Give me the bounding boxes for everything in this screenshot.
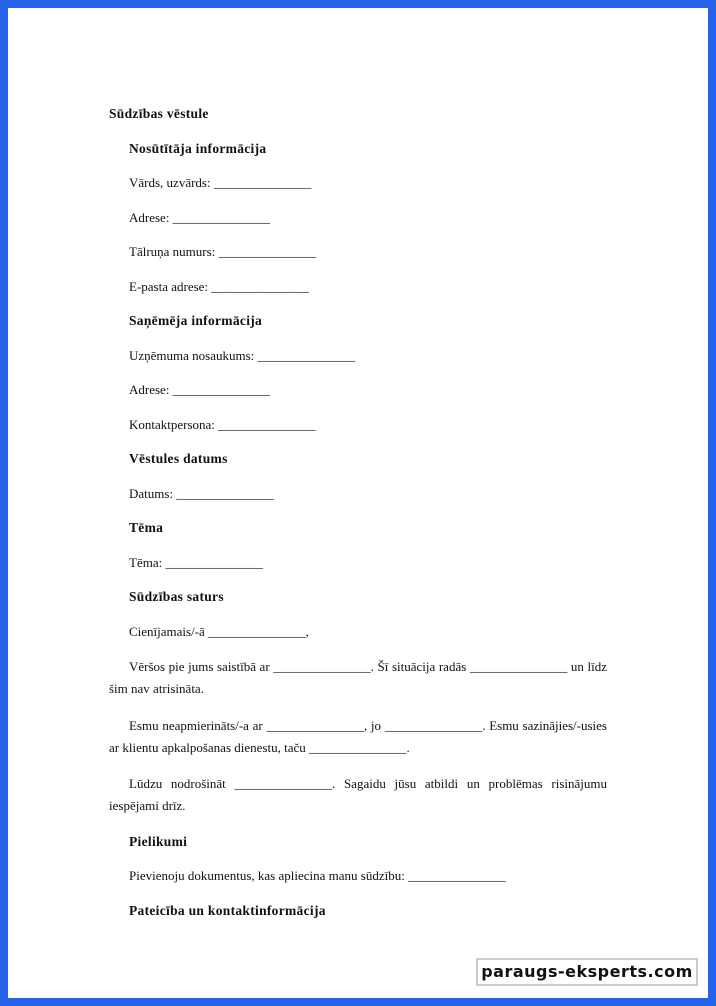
field-phone: Tālruņa numurs: _______________ [129, 244, 317, 259]
field-name: Vārds, uzvārds: _______________ [129, 175, 312, 190]
document-page [8, 8, 708, 998]
paragraph-2: Esmu neapmierināts/-a ar _______________, jo _______________. Esmu sazinājies/-usies ar klientu apkalpošanas dienestu, taču _______________. [109, 717, 607, 755]
section-heading-date: Vēstules datums [129, 451, 228, 466]
field-date: Datums: _______________ [129, 485, 274, 501]
field-email: E-pasta adrese: _______________ [129, 278, 309, 294]
field-subject: Tēma: _______________ [129, 554, 263, 570]
section-heading-recipient: Saņēmēja informācija [129, 313, 263, 328]
field-salutation: Cienījamais/-ā _______________, [129, 623, 309, 639]
field-attachments: Pievienoju dokumentus, kas apliecina manu sūdzību: _______________ [129, 868, 506, 883]
section-heading-attachments: Pielikumi [129, 833, 188, 849]
paragraph-3: Lūdzu nodrošināt _______________. Sagaidu jūsu atbildi un problēmas risinājumu iespējami drīz. [109, 776, 607, 813]
field-contact-person: Kontaktpersona: _______________ [129, 416, 316, 432]
document-title: Sūdzības vēstule [109, 106, 209, 121]
field-sender-address: Adrese: _______________ [129, 209, 271, 225]
field-company-name: Uzņēmuma nosaukums: _______________ [129, 347, 356, 363]
section-heading-content: Sūdzības saturs [129, 589, 224, 604]
paragraph-1: Vēršos pie jums saistībā ar _______________. Šī situācija radās _______________ un līdz šim nav atrisināta. [109, 659, 607, 696]
section-heading-sender: Nosūtītāja informācija [129, 140, 267, 156]
field-recipient-address: Adrese: _______________ [129, 382, 271, 397]
section-heading-subject: Tēma [129, 520, 164, 535]
section-heading-thanks: Pateicība un kontaktinformācija [129, 902, 326, 918]
watermark-badge: paraugs-eksperts.com [476, 958, 698, 986]
document-body [109, 104, 607, 921]
